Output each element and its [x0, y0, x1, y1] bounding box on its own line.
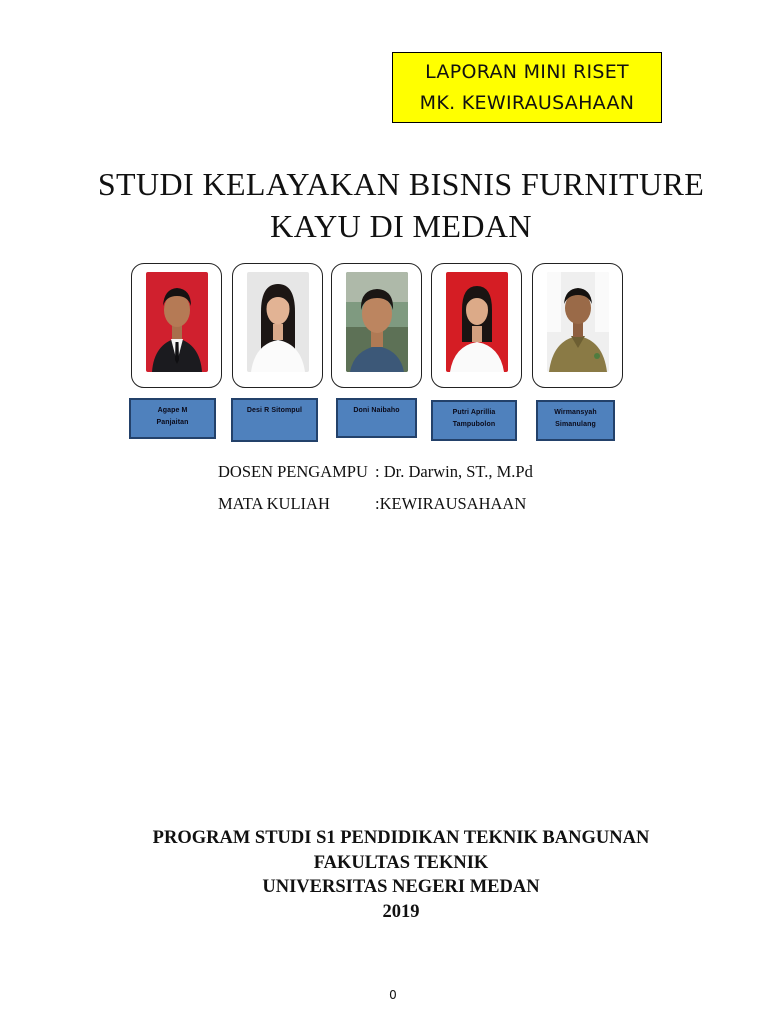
member-photo: [446, 272, 508, 372]
member-name-line-1: Putri Aprillia: [452, 409, 496, 416]
member-photo: [247, 272, 309, 372]
lecturer-value: : Dr. Darwin, ST., M.Pd: [375, 462, 533, 481]
report-type-line-2: MK. KEWIRAUSAHAAN: [419, 91, 635, 114]
page-number: 0: [389, 988, 397, 1002]
member-photo-card: [331, 263, 422, 388]
course-label: MATA KULIAH: [218, 494, 330, 513]
title-line-2: KAYU DI MEDAN: [270, 208, 532, 244]
course-value: :KEWIRAUSAHAAN: [375, 494, 527, 513]
portrait-outdoor-background: [346, 272, 408, 372]
member-photo-card: [131, 263, 222, 388]
member-photo: [346, 272, 408, 372]
member-name-line-2: Tampubolon: [452, 421, 496, 428]
study-program: PROGRAM STUDI S1 PENDIDIKAN TEKNIK BANGUNAN: [152, 828, 650, 848]
portrait-light-background: [547, 272, 609, 372]
member-name-box: [129, 398, 216, 439]
portrait-red-background: [146, 272, 208, 372]
report-type-line-1: LAPORAN MINI RISET: [425, 60, 629, 83]
institution-block: [0, 826, 768, 924]
member-photo-card: [532, 263, 623, 388]
member-name-box: [336, 398, 417, 438]
member-name-line-1: Desi R Sitompul: [246, 407, 303, 414]
report-type-box: [392, 52, 662, 123]
member-photo: [146, 272, 208, 372]
faculty: FAKULTAS TEKNIK: [313, 852, 489, 873]
member-photo-card: [232, 263, 323, 388]
university: UNIVERSITAS NEGERI MEDAN: [262, 877, 540, 897]
member-photo: [547, 272, 609, 372]
member-name-line-1: Agape M: [157, 407, 188, 414]
member-name-line-1: Doni Naibaho: [353, 407, 400, 414]
member-name-box: [431, 400, 517, 441]
member-name-line-1: Wirmansyah: [554, 409, 597, 416]
portrait-light-background: [247, 272, 309, 372]
year: 2019: [382, 901, 420, 922]
member-photo-card: [431, 263, 522, 388]
document-title: [0, 163, 768, 247]
member-name-line-2: Panjaitan: [156, 419, 189, 426]
title-line-1: STUDI KELAYAKAN BISNIS FURNITURE: [97, 166, 705, 202]
lecturer-label: DOSEN PENGAMPU: [218, 462, 368, 481]
member-name-line-2: Simanulang: [555, 421, 596, 428]
member-name-box: [231, 398, 318, 442]
member-name-box: [536, 400, 615, 441]
portrait-red-background: [446, 272, 508, 372]
